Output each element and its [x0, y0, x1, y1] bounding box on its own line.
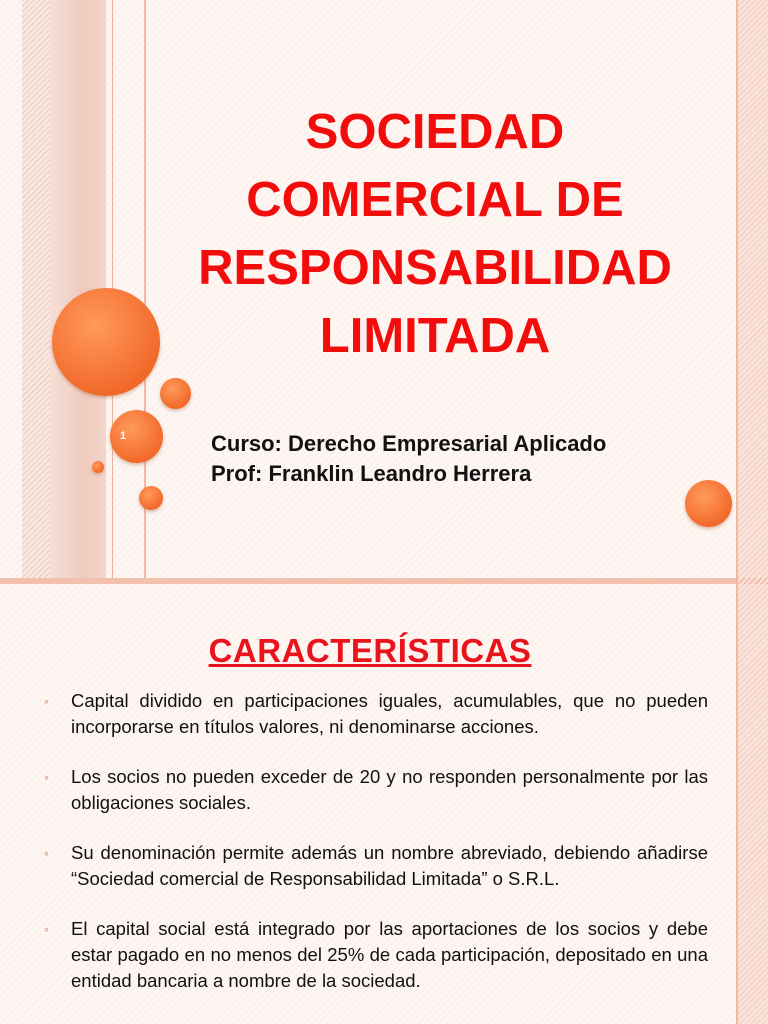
decorative-circle [139, 486, 163, 510]
list-item-text: El capital social está integrado por las aportaciones de los socios y debe estar pagado en no menos del 25% de cada participación, depositado en una entidad bancaria a nombre de la sociedad. [71, 918, 708, 991]
bullet-icon: ◦ [44, 693, 49, 709]
characteristics-list [44, 688, 708, 1018]
bullet-icon: ◦ [44, 921, 49, 937]
slide-title [150, 98, 720, 370]
characteristics-slide [0, 578, 768, 1024]
decorative-circle [92, 461, 104, 473]
title-line: SOCIEDAD [305, 105, 565, 159]
bullet-icon: ◦ [44, 845, 49, 861]
decorative-band-left [22, 0, 50, 578]
title-line: LIMITADA [319, 309, 551, 363]
slide-number: 1 [120, 430, 127, 442]
title-line: RESPONSABILIDAD [198, 241, 672, 295]
decorative-circle [160, 378, 191, 409]
list-item [44, 688, 708, 740]
list-item [44, 916, 708, 994]
professor-label: Prof: Franklin Leandro Herrera [211, 461, 532, 486]
decorative-band-right [738, 578, 768, 1024]
course-label: Curso: Derecho Empresarial Aplicado [211, 431, 607, 456]
list-item-text: Su denominación permite además un nombre abreviado, debiendo añadirse “Sociedad comercial de Responsabilidad Limitada” o S.R.L. [71, 842, 708, 889]
decorative-band-right [738, 0, 768, 578]
bullet-icon: ◦ [44, 769, 49, 785]
decorative-circle [685, 480, 732, 527]
list-item [44, 840, 708, 892]
slide-number-circle [110, 410, 163, 463]
list-item-text: Los socios no pueden exceder de 20 y no responden personalmente por las obligaciones sociales. [71, 766, 708, 813]
title-line: COMERCIAL DE [246, 173, 624, 227]
section-heading: CARACTERÍSTICAS [208, 632, 532, 669]
slide-subtitle [211, 429, 606, 489]
list-item-text: Capital dividido en participaciones iguales, acumulables, que no pueden incorporarse en títulos valores, ni denominarse acciones. [71, 690, 708, 737]
slide-top-border [0, 578, 768, 584]
list-item [44, 764, 708, 816]
decorative-circle [52, 288, 160, 396]
